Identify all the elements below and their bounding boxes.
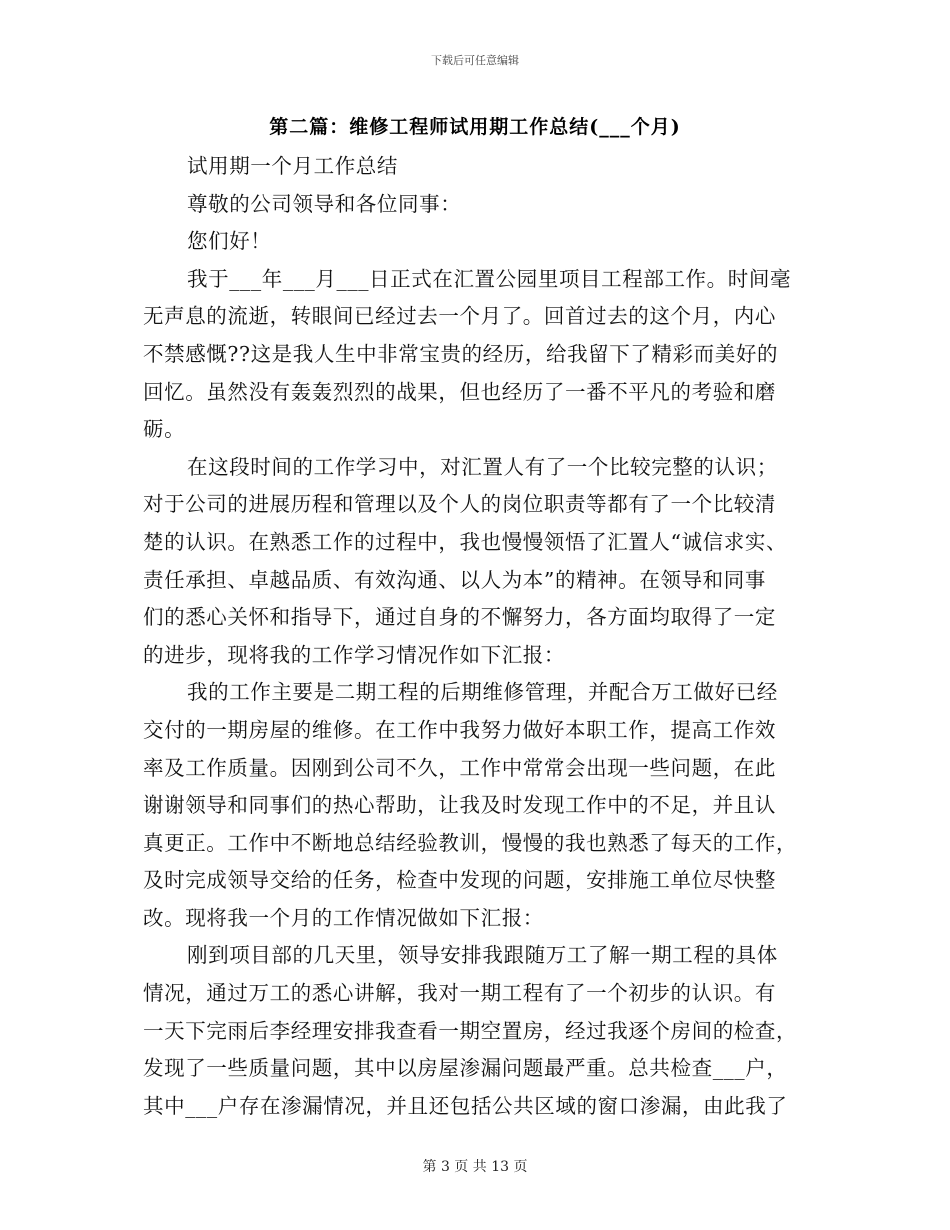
body-line: 试用期一个月工作总结 [187,154,398,178]
body-line: 交付的一期房屋的维修。在工作中我努力做好本职工作，提高工作效 [143,717,776,742]
body-line: 对于公司的进展历程和管理以及个人的岗位职责等都有了一个比较清 [143,492,776,517]
body-line: 无声息的流逝，转眼间已经过去一个月了。回首过去的这个月，内心 [143,304,776,329]
body-line: 在这段时间的工作学习中，对汇置人有了一个比较完整的认识； [187,454,778,479]
body-line: 率及工作质量。因刚到公司不久，工作中常常会出现一些问题，在此 [143,755,776,780]
page-number: 第 3 页 共 13 页 [422,1159,528,1175]
body-line: 真更正。工作中不断地总结经验教训，慢慢的我也熟悉了每天的工作， [143,830,798,855]
body-line: 我于___年___月___日正式在汇置公园里项目工程部工作。时间毫 [187,266,792,291]
body-line: 的进步，现将我的工作学习情况作如下汇报： [143,642,565,667]
body-line: 回忆。虽然没有轰轰烈烈的战果，但也经历了一番不平凡的考验和磨 [143,379,776,404]
body-line: 责任承担、卓越品质、有效沟通、以人为本”的精神。在领导和同事 [143,567,766,592]
body-line: 尊敬的公司领导和各位同事： [187,191,462,216]
body-line: 情况，通过万工的悉心讲解，我对一期工程有了一个初步的认识。有 [143,981,776,1006]
body-line: 我的工作主要是二期工程的后期维修管理，并配合万工做好已经 [187,680,778,705]
body-line: 砺。 [143,417,186,442]
body-line: 刚到项目部的几天里，领导安排我跟随万工了解一期工程的具体 [187,943,778,968]
body-line: 及时完成领导交给的任务，检查中发现的问题，安排施工单位尽快整 [143,868,776,893]
body-line: 谢谢领导和同事们的热心帮助，让我及时发现工作中的不足，并且认 [143,793,776,818]
body-line: 一天下完雨后李经理安排我查看一期空置房，经过我逐个房间的检查， [143,1018,798,1043]
page-header-note: 下载后可任意编辑 [431,54,519,67]
body-line: 不禁感慨??这是我人生中非常宝贵的经历，给我留下了精彩而美好的 [143,341,779,366]
document-title: 第二篇：维修工程师试用期工作总结(___个月) [269,116,681,138]
body-line: 发现了一些质量问题，其中以房屋渗漏问题最严重。总共检查___户， [143,1056,788,1081]
body-line: 您们好！ [187,229,272,254]
document-body [143,148,807,1125]
body-line: 其中___户存在渗漏情况，并且还包括公共区域的窗口渗漏，由此我了 [143,1093,788,1118]
body-line: 改。现将我一个月的工作情况做如下汇报： [143,905,544,930]
body-line: 楚的认识。在熟悉工作的过程中，我也慢慢领悟了汇置人“诚信求实、 [143,529,788,554]
body-line: 们的悉心关怀和指导下，通过自身的不懈努力，各方面均取得了一定 [143,605,776,630]
